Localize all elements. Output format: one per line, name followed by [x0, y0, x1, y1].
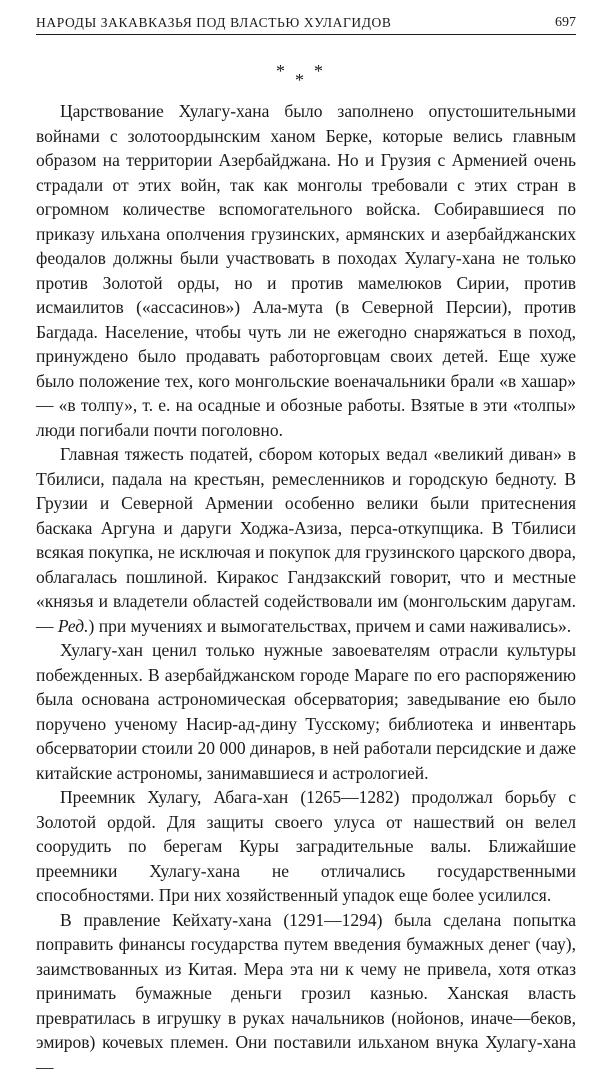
paragraph-3: Хулагу-хан ценил только нужные завоевателям отрасли культуры побежденных. В азербайджанском городе Мараге по его распоряжению была основана астрономическая обсерватория; заведывание ею было поручено ученому Насир-ад-дину Тусскому; библиотека и инвентарь обсерватории стоили 20 000 динаров, в ней работали персидские и даже китайские астрономы, занимавшиеся и астрологией. [36, 638, 576, 785]
paragraph-2 [36, 442, 576, 638]
paragraph-1: Царствование Хулагу-хана было заполнено опустошительными войнами с золотоордынским ханом Берке, которые велись главным образом на территории Азербайджана. Но и Грузия с Арменией очень страдали от этих войн, так как монголы требовали с этих стран в огромном количестве вспомогательного войска. Собиравшиеся по приказу ильхана ополчения грузинских, армянских и азербайджанских феодалов должны были участвовать в походах Хулагу-хана не только против Золотой орды, но и против мамелюков Сирии, против исмаилитов («ассасинов») Ала-мута (в Северной Персии), против Багдада. Население, чтобы чуть ли не ежегодно снаряжаться в поход, принуждено было продавать работорговцам своих детей. Еще хуже было положение тех, кого монгольские военачальники брали «в хашар» — «в толпу», т. е. на осадные и обозные работы. Взятые в эти «толпы» люди погибали почти поголовно. [36, 99, 576, 442]
paragraph-2-text-before: Главная тяжесть податей, сбором которых ведал «великий диван» в Тбилиси, падала на крестьян, ремесленников и городскую бедноту. В Грузии и Северной Армении особенно велики были притеснения баскака Аргуна и даруги Ходжа-Азиза, перса-откупщика. В Тбилиси всякая покупка, не исключая и покупок для грузинского царского двора, облагалась пошлиной. Киракос Гандзакский говорит, что и местные «князья и владетели областей содействовали им (монгольским даругам.— [36, 444, 576, 636]
asterisk: * [295, 71, 304, 89]
body-text [36, 99, 576, 1079]
paragraph-5: В правление Кейхату-хана (1291—1294) была сделана попытка поправить финансы государства путем введения бумажных денег (чау), заимствованных из Китая. Мера эта ни к чему не привела, хотя отказ принимать бумажные деньги грозил казнью. Ханская власть превратилась в игрушку в руках начальников (нойонов, иначе—беков, эмиров) кочевых племен. Они поставили ильханом внука Хулагу-хана — [36, 908, 576, 1079]
asterisk: * [314, 62, 323, 80]
section-break-asterism [0, 62, 600, 88]
asterisk: * [276, 62, 285, 80]
paragraph-2-text-after: ) при мучениях и вымогательствах, причем и сами наживались». [89, 616, 572, 636]
editor-note: Ред. [58, 616, 89, 636]
running-title: НАРОДЫ ЗАКАВКАЗЬЯ ПОД ВЛАСТЬЮ ХУЛАГИДОВ [36, 15, 391, 31]
running-header [36, 12, 576, 35]
paragraph-4: Преемник Хулагу, Абага-хан (1265—1282) продолжал борьбу с Золотой ордой. Для защиты своего улуса от нашествий он велел соорудить по берегам Куры заградительные валы. Ближайшие преемники Хулагу-хана не отличались государственными способностями. При них хозяйственный упадок еще более усилился. [36, 785, 576, 908]
page-number: 697 [555, 15, 576, 31]
